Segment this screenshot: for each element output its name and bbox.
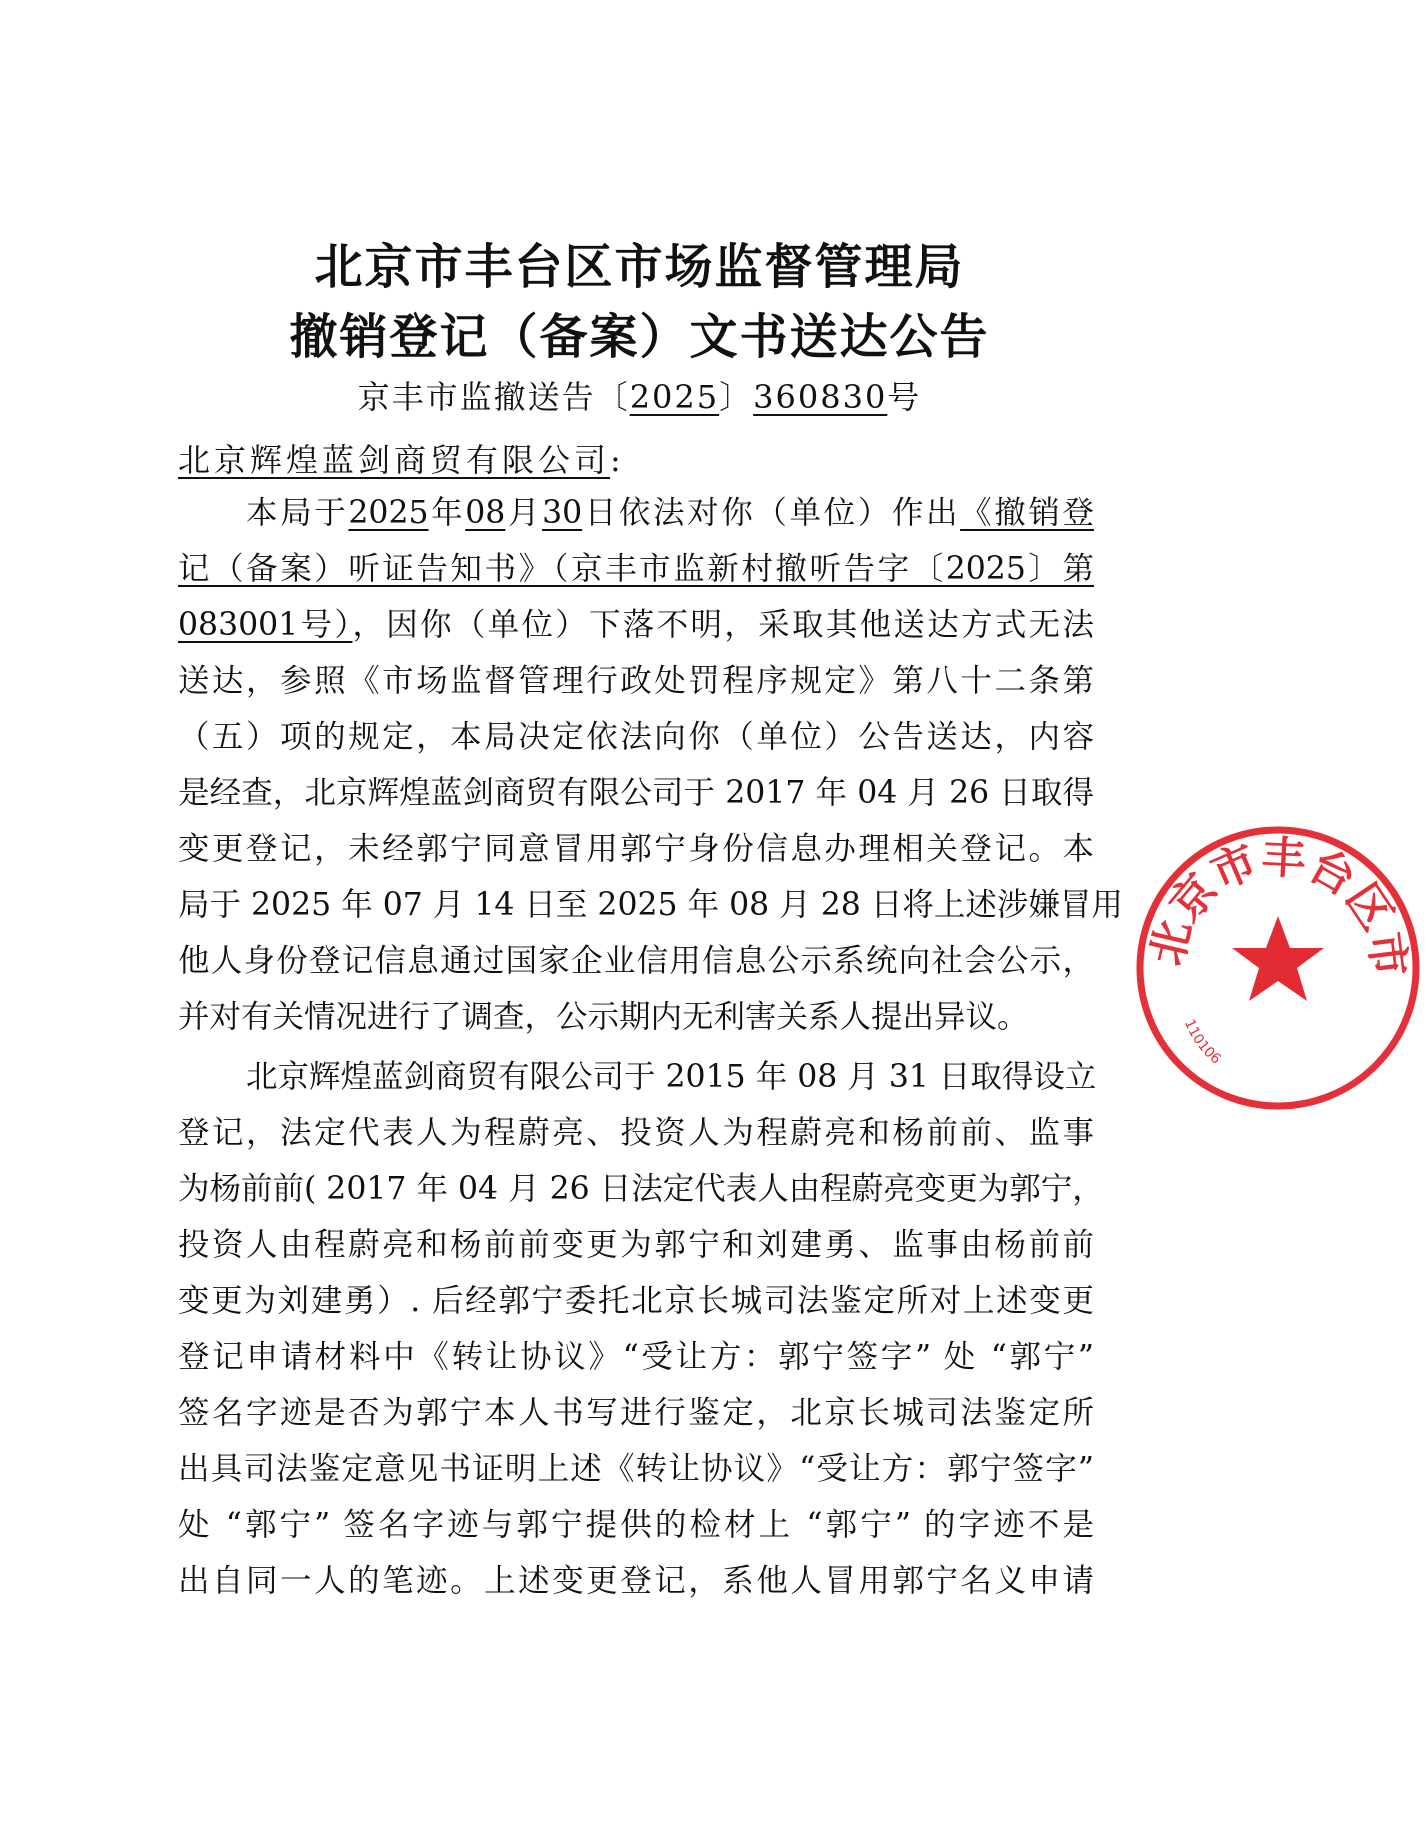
paragraph-2-line-9: 处 “郭宁” 签名字迹与郭宁提供的检材上 “郭宁” 的字迹不是 [178,1507,1094,1543]
addressee-name: 北京辉煌蓝剑商贸有限公司 [178,441,611,479]
paragraph-1-line-9: 他人身份登记信息通过国家企业信用信息公示系统向社会公示， [178,943,1094,979]
paragraph-2-line-5: 变更为刘建勇）. 后经郭宁委托北京长城司法鉴定所对上述变更 [178,1283,1094,1319]
text-segment: 日依法对你（单位）作出 [582,495,961,531]
paragraph-2-line-7: 签名字迹是否为郭宁本人书写进行鉴定，北京长城司法鉴定所 [178,1395,1094,1431]
paragraph-2-line-6: 登记申请材料中《转让协议》“受让方：郭宁签字” 处 “郭宁” [178,1339,1094,1375]
paragraph-1-line-4: 送达，参照《市场监督管理行政处罚程序规定》第八十二条第 [178,663,1094,699]
paragraph-2-line-3: 为杨前前( 2017 年 04 月 26 日法定代表人由程蔚亮变更为郭宁， [178,1171,1104,1207]
notice-year: 2025 [348,495,429,531]
paragraph-1-line-6: 是经查，北京辉煌蓝剑商贸有限公司于 2017 年 04 月 26 日取得 [178,775,1094,811]
paragraph-1-line-2: 记（备案）听证告知书》（京丰市监新村撤听告字〔2025〕第 [178,551,1094,587]
paragraph-2-line-8: 出具司法鉴定意见书证明上述《转让协议》“受让方：郭宁签字” [178,1451,1094,1487]
text-segment: 年 [428,495,466,531]
seal-arc-textpath: 北京市丰台区市 [1141,832,1415,980]
paragraph-1-line-3 [178,597,1094,653]
seal-star-icon [1232,916,1324,1001]
doc-number-bracket: 〕 [719,378,754,416]
notice-month: 08 [465,495,506,531]
doc-number-prefix: 京丰市监撤送告〔 [357,378,630,416]
text-segment: ，因你（单位）下落不明，采取其他送达方式无法 [352,607,1094,643]
paragraph-1-line-7: 变更登记，未经郭宁同意冒用郭宁身份信息办理相关登记。本 [178,831,1094,867]
document-number [0,372,1279,418]
paragraph-2-line-4: 投资人由程蔚亮和杨前前变更为郭宁和刘建勇、监事由杨前前 [178,1227,1094,1263]
doc-number-year: 2025 [629,378,720,416]
paragraph-1-line-8: 局于 2025 年 07 月 14 日至 2025 年 08 月 28 日将上述涉嫌冒用 [178,887,1123,923]
notice-doc-number: 083001号） [178,607,353,643]
paragraph-2-line-10: 出自同一人的笔迹。上述变更登记，系他人冒用郭宁名义申请 [178,1563,1094,1599]
notice-day: 30 [542,495,583,531]
paragraph-1-line-1 [246,485,1094,541]
paragraph-2-line-2: 登记，法定代表人为程蔚亮、投资人为程蔚亮和杨前前、监事 [178,1115,1094,1151]
paragraph-2-line-1: 北京辉煌蓝剑商贸有限公司于 2015 年 08 月 31 日取得设立 [246,1059,1097,1095]
paragraph-1-line-5: （五）项的规定，本局决定依法向你（单位）公告送达，内容 [178,719,1094,755]
seal-code-textpath: 110106 [1180,1016,1224,1068]
text-segment: 本局于 [246,495,349,531]
seal-code [1181,1017,1224,1068]
doc-number-serial: 360830 [753,378,888,416]
notice-doc-title: 《撤销登 [960,495,1094,531]
official-seal-stamp [1128,818,1428,1118]
document-title-line-2: 撤销登记（备案）文书送达公告 [289,309,990,365]
addressee [178,435,625,481]
addressee-colon: : [610,441,625,479]
text-segment: 月 [505,495,543,531]
document-title-line-1: 北京市丰台区市场监督管理局 [314,239,965,295]
doc-number-suffix: 号 [887,378,922,416]
paragraph-1-line-10: 并对有关情况进行了调查，公示期内无利害关系人提出异议。 [178,999,1029,1035]
